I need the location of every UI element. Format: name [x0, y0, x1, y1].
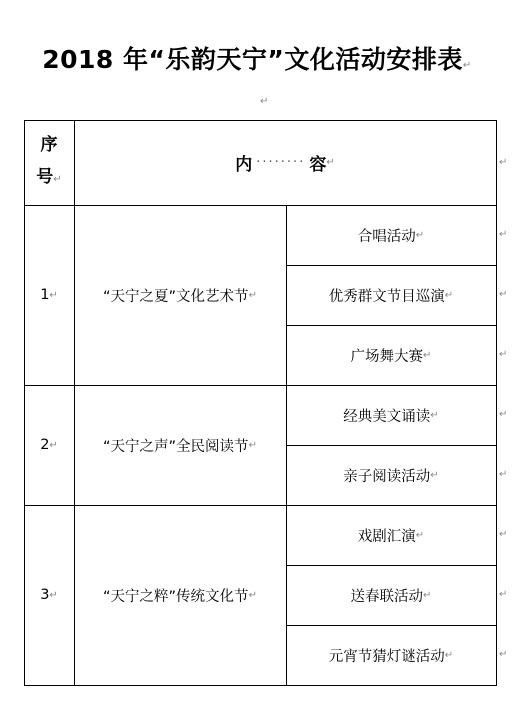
festival-name-cell-text: “天宁之声”全民阅读节 — [103, 438, 249, 455]
paragraph-mark: ↵ — [499, 649, 508, 660]
paragraph-mark: ↵ — [499, 349, 508, 360]
activity-divider — [286, 265, 496, 266]
paragraph-mark: ↵ — [499, 469, 508, 480]
paragraph-mark: ↵ — [260, 96, 269, 107]
paragraph-mark: ↵ — [499, 289, 508, 300]
activity-cell — [286, 565, 496, 625]
activity-cell-text: 优秀群文节目巡演 — [328, 288, 445, 305]
paragraph-mark: ↵ — [499, 589, 508, 600]
activity-divider — [286, 325, 496, 326]
activity-divider — [286, 565, 496, 566]
festival-name-cell — [74, 205, 286, 385]
activity-cell — [286, 445, 496, 505]
activity-divider — [286, 625, 496, 626]
header-content-cell — [74, 120, 496, 205]
paragraph-mark: ↵ — [444, 289, 454, 301]
title-text: 2018 年“乐韵天宁”文化活动安排表 — [42, 45, 463, 74]
page-title — [0, 40, 514, 76]
activity-cell-text: 亲子阅读活动 — [343, 468, 431, 485]
paragraph-mark: ↵ — [326, 157, 335, 168]
row-number-cell — [24, 385, 74, 505]
paragraph-mark: ↵ — [248, 289, 257, 301]
header-seq-cell — [24, 120, 74, 205]
paragraph-mark: ↵ — [499, 156, 508, 168]
paragraph-mark: ↵ — [499, 529, 508, 540]
paragraph-mark: ↵ — [444, 649, 454, 661]
activity-cell-text: 经典美文诵读 — [343, 408, 431, 425]
header-content-dots: ········ — [256, 155, 306, 170]
header-seq-char-2: 号 — [36, 167, 54, 187]
paragraph-mark: ↵ — [499, 229, 508, 240]
activity-cell-text: 合唱活动 — [357, 228, 416, 245]
activity-cell — [286, 505, 496, 565]
activity-divider — [286, 445, 496, 446]
paragraph-mark: ↵ — [430, 469, 439, 481]
paragraph-mark: ↵ — [499, 409, 508, 420]
table-border-top — [24, 120, 496, 121]
header-content-right: 容 — [309, 155, 327, 175]
paragraph-mark: ↵ — [49, 589, 58, 601]
table-border-right — [496, 120, 497, 685]
festival-name-cell — [74, 505, 286, 685]
festival-name-cell-text: “天宁之夏”文化艺术节 — [103, 288, 249, 305]
row-number-cell-text: 2 — [40, 437, 50, 453]
activity-cell — [286, 625, 496, 685]
activity-cell-text: 元宵节猜灯谜活动 — [328, 648, 445, 665]
activity-cell — [286, 205, 496, 265]
paragraph-mark: ↵ — [248, 589, 257, 601]
paragraph-mark: ↵ — [423, 589, 432, 601]
activity-cell-text: 广场舞大赛 — [350, 348, 424, 365]
paragraph-mark: ↵ — [49, 439, 58, 451]
activity-cell-text: 送春联活动 — [350, 588, 424, 605]
row-number-cell-text: 3 — [40, 587, 50, 603]
activity-cell-text: 戏剧汇演 — [357, 528, 416, 545]
row-number-cell — [24, 505, 74, 685]
paragraph-mark: ↵ — [430, 409, 439, 421]
paragraph-mark: ↵ — [248, 439, 257, 451]
festival-name-cell — [74, 385, 286, 505]
activity-cell — [286, 325, 496, 385]
paragraph-mark: ↵ — [423, 349, 432, 361]
header-content-left: 内 — [235, 155, 253, 175]
table-border-bottom — [24, 685, 497, 686]
row-number-cell — [24, 205, 74, 385]
row-number-cell-text: 1 — [40, 287, 50, 303]
paragraph-mark: ↵ — [53, 174, 62, 185]
festival-name-cell-text: “天宁之粹”传统文化节 — [103, 588, 249, 605]
activity-cell — [286, 385, 496, 445]
paragraph-mark: ↵ — [462, 60, 472, 71]
paragraph-mark: ↵ — [49, 289, 58, 301]
activity-cell — [286, 265, 496, 325]
paragraph-mark: ↵ — [415, 529, 425, 541]
paragraph-mark: ↵ — [415, 229, 425, 241]
header-seq-char-1: 序 — [40, 135, 58, 155]
